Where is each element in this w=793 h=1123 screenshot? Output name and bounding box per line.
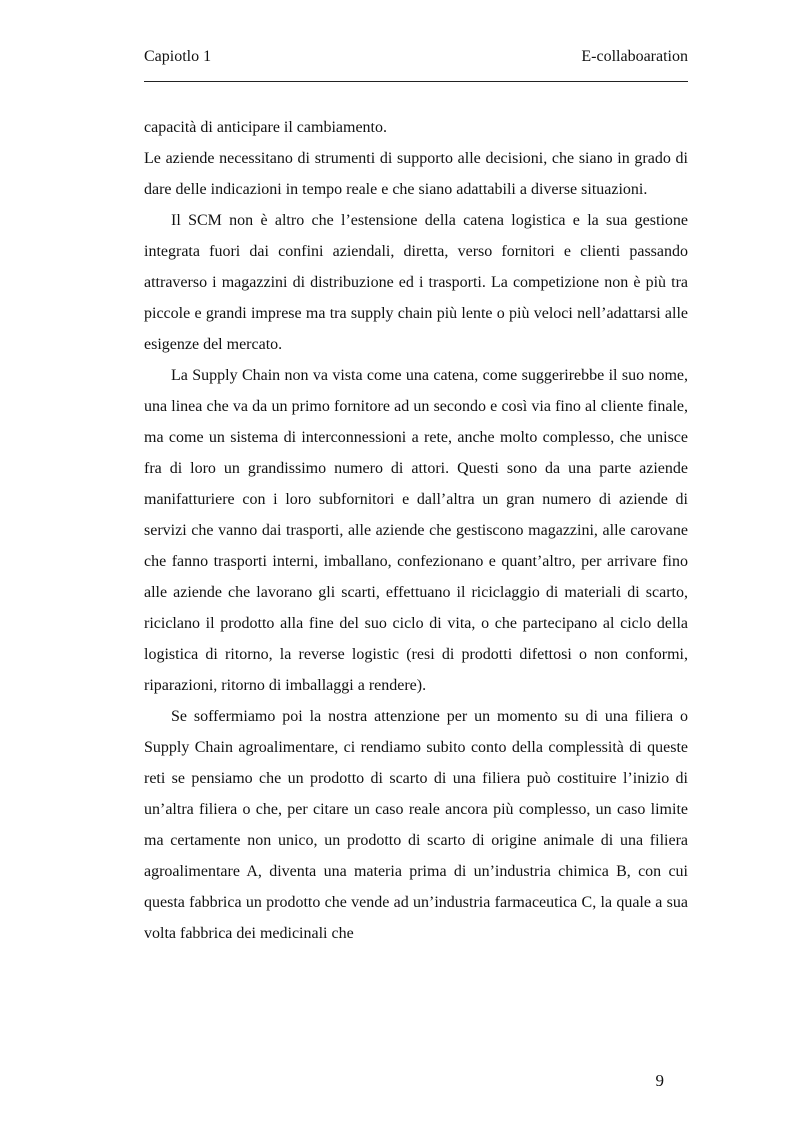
running-header [144, 46, 688, 68]
header-divider [144, 81, 688, 82]
paragraph-agrifood-chain: Se soffermiamo poi la nostra attenzione per un momento su di una filiera o Supply Chain agroalimentare, ci rendiamo subito conto della complessità di queste reti se pensiamo che un prodotto di scarto di una filiera può costituire l’inizio di un’altra filiera o che, per citare un caso reale ancora più complesso, un caso limite ma certamente non unico, un prodotto di scarto di origine animale di una filiera agroalimentare A, diventa una materia prima di un’industria chimica B, con cui questa fabbrica un prodotto che vende ad un’industria farmaceutica C, la quale a sua volta fabbrica dei medicinali che [144, 708, 688, 942]
page-body [144, 112, 688, 949]
section-title: E-collaboaration [581, 48, 688, 65]
page-number: 9 [655, 1071, 664, 1090]
paragraph-supply-chain-network: La Supply Chain non va vista come una catena, come suggerirebbe il suo nome, una linea che va da un primo fornitore ad un secondo e così via fino al cliente finale, ma come un sistema di interconnessioni a rete, anche molto complesso, che unisce fra di loro un grandissimo numero di attori. Questi sono da una parte aziende manifatturiere con i loro subfornitori e dall’altra un gran numero di aziende di servizi che vanno dai trasporti, alle aziende che gestiscono magazzini, alle carovane che fanno trasporti interni, imballano, confezionano e quant’altro, per arrivare fino alle aziende che lavorano gli scarti, effettuano il riciclaggio di materiali di scarto, riciclano il prodotto alla fine del suo ciclo di vita, o che partecipano al ciclo della logistica di ritorno, la reverse logistic (resi di prodotti difettosi o non conformi, riparazioni, ritorno di imballaggi a rendere). [144, 367, 688, 694]
chapter-label: Capiotlo 1 [144, 48, 212, 65]
paragraph-decision-tools: Le aziende necessitano di strumenti di supporto alle decisioni, che siano in grado di dare delle indicazioni in tempo reale e che siano adattabili a diverse situazioni. [144, 150, 688, 198]
paragraph-continuation: capacità di anticipare il cambiamento. [144, 119, 387, 136]
paragraph-scm: Il SCM non è altro che l’estensione della catena logistica e la sua gestione integrata fuori dai confini aziendali, diretta, verso fornitori e clienti passando attraverso i magazzini di distribuzione ed i trasporti. La competizione non è più tra piccole e grandi imprese ma tra supply chain più lente o più veloci nell’adattarsi alle esigenze del mercato. [144, 212, 688, 353]
